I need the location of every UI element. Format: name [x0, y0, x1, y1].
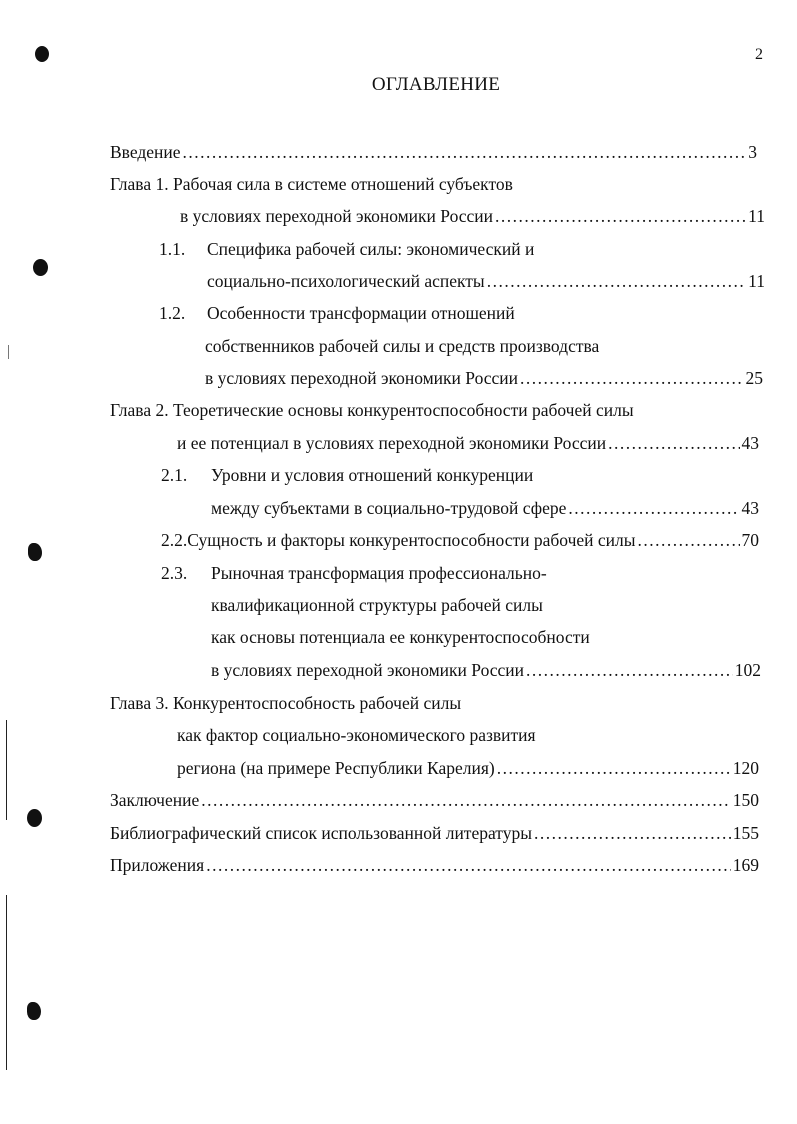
leader-dots	[638, 529, 740, 551]
toc-section-2-1-cont[interactable]	[211, 497, 759, 519]
toc-entry-text: в условиях переходной экономики России	[211, 660, 525, 680]
toc-page-number: 150	[732, 790, 759, 810]
toc-page-number: 70	[741, 530, 759, 550]
toc-entry-appendix[interactable]	[110, 854, 759, 876]
leader-dots	[520, 367, 743, 389]
page-number: 2	[755, 46, 763, 63]
leader-dots	[183, 141, 747, 163]
leader-dots	[497, 757, 731, 779]
section-number: 2.1.	[161, 465, 188, 485]
toc-entry-text: Глава 3. Конкурентоспособность рабочей силы	[110, 693, 462, 713]
toc-section-1-2-cont[interactable]	[205, 367, 763, 389]
toc-section-2-3-cont[interactable]	[211, 594, 691, 616]
toc-section-1-1[interactable]	[159, 238, 639, 260]
leader-dots	[534, 822, 731, 844]
toc-entry-text: Сущность и факторы конкурентоспособности рабочей силы	[187, 530, 636, 550]
toc-section-2-2[interactable]	[161, 529, 759, 551]
toc-entry-text: собственников рабочей силы и средств производства	[205, 336, 600, 356]
toc-entry-text: в условиях переходной экономики России	[205, 368, 519, 388]
leader-dots	[608, 432, 739, 454]
toc-chapter-2-heading-cont[interactable]	[177, 432, 759, 454]
toc-page-number: 11	[748, 206, 765, 226]
section-number: 2.3.	[161, 563, 188, 583]
toc-entry-text: между субъектами в социально-трудовой сфере	[211, 498, 567, 518]
toc-entry-bibliography[interactable]	[110, 822, 759, 844]
toc-chapter-1-heading[interactable]	[110, 173, 670, 195]
toc-page-number: 25	[745, 368, 763, 388]
toc-entry-text: Приложения	[110, 855, 205, 875]
toc-entry-text: Рыночная трансформация профессионально-	[211, 563, 547, 583]
leader-dots	[206, 854, 731, 876]
toc-entry-text: и ее потенциал в условиях переходной экономики России	[177, 433, 607, 453]
toc-section-2-1[interactable]	[161, 464, 641, 486]
toc-entry-text: как основы потенциала ее конкурентоспособности	[211, 627, 590, 647]
toc-chapter-1-heading-cont[interactable]	[180, 205, 765, 227]
toc-page-number: 169	[732, 855, 759, 875]
section-number: 1.1.	[159, 239, 186, 259]
toc-section-1-1-cont[interactable]	[207, 270, 765, 292]
toc-chapter-2-heading[interactable]	[110, 399, 750, 421]
toc-section-1-2[interactable]	[159, 302, 639, 324]
toc-section-2-3-cont[interactable]	[211, 659, 761, 681]
toc-entry-text: Особенности трансформации отношений	[207, 303, 515, 323]
toc-entry-text: в условиях переходной экономики России	[180, 206, 494, 226]
toc-entry-text: квалификационной структуры рабочей силы	[211, 595, 543, 615]
toc-chapter-3-heading[interactable]	[110, 692, 590, 714]
page-title: ОГЛАВЛЕНИЕ	[371, 74, 501, 95]
section-number: 2.2.	[161, 530, 188, 550]
toc-entry-conclusion[interactable]	[110, 789, 759, 811]
toc-entry-text: как фактор социально-экономического развития	[177, 725, 536, 745]
toc-entry-text: Глава 1. Рабочая сила в системе отношений субъектов	[110, 174, 513, 194]
toc-page-number: 3	[748, 142, 757, 162]
toc-chapter-3-heading-cont[interactable]	[177, 757, 759, 779]
toc-page-number: 155	[732, 823, 759, 843]
toc-page-number: 43	[741, 498, 759, 518]
toc-entry-text: Введение	[110, 142, 181, 162]
toc-page-number: 43	[741, 433, 759, 453]
toc-entry-text: социально-психологический аспекты	[207, 271, 485, 291]
leader-dots	[201, 789, 731, 811]
toc-section-2-3[interactable]	[161, 562, 641, 584]
toc-entry-text: Глава 2. Теоретические основы конкурентоспособности рабочей силы	[110, 400, 634, 420]
leader-dots	[487, 270, 746, 292]
toc-chapter-3-heading-cont[interactable]	[177, 724, 657, 746]
toc-page-number: 120	[732, 758, 759, 778]
toc-page-number: 11	[748, 271, 765, 291]
leader-dots	[568, 497, 739, 519]
toc-entry-text: региона (на примере Республики Карелия)	[177, 758, 495, 778]
toc-entry-intro[interactable]	[110, 141, 757, 163]
toc-entry-text: Уровни и условия отношений конкуренции	[211, 465, 534, 485]
toc-page-number: 102	[734, 660, 761, 680]
leader-dots	[495, 205, 746, 227]
toc-section-1-2-cont[interactable]	[205, 335, 685, 357]
toc-entry-text: Библиографический список использованной литературы	[110, 823, 532, 843]
toc-section-2-3-cont[interactable]	[211, 626, 691, 648]
toc-entry-text: Заключение	[110, 790, 200, 810]
leader-dots	[526, 659, 733, 681]
toc-entry-text: Специфика рабочей силы: экономический и	[207, 239, 535, 259]
section-number: 1.2.	[159, 303, 186, 323]
